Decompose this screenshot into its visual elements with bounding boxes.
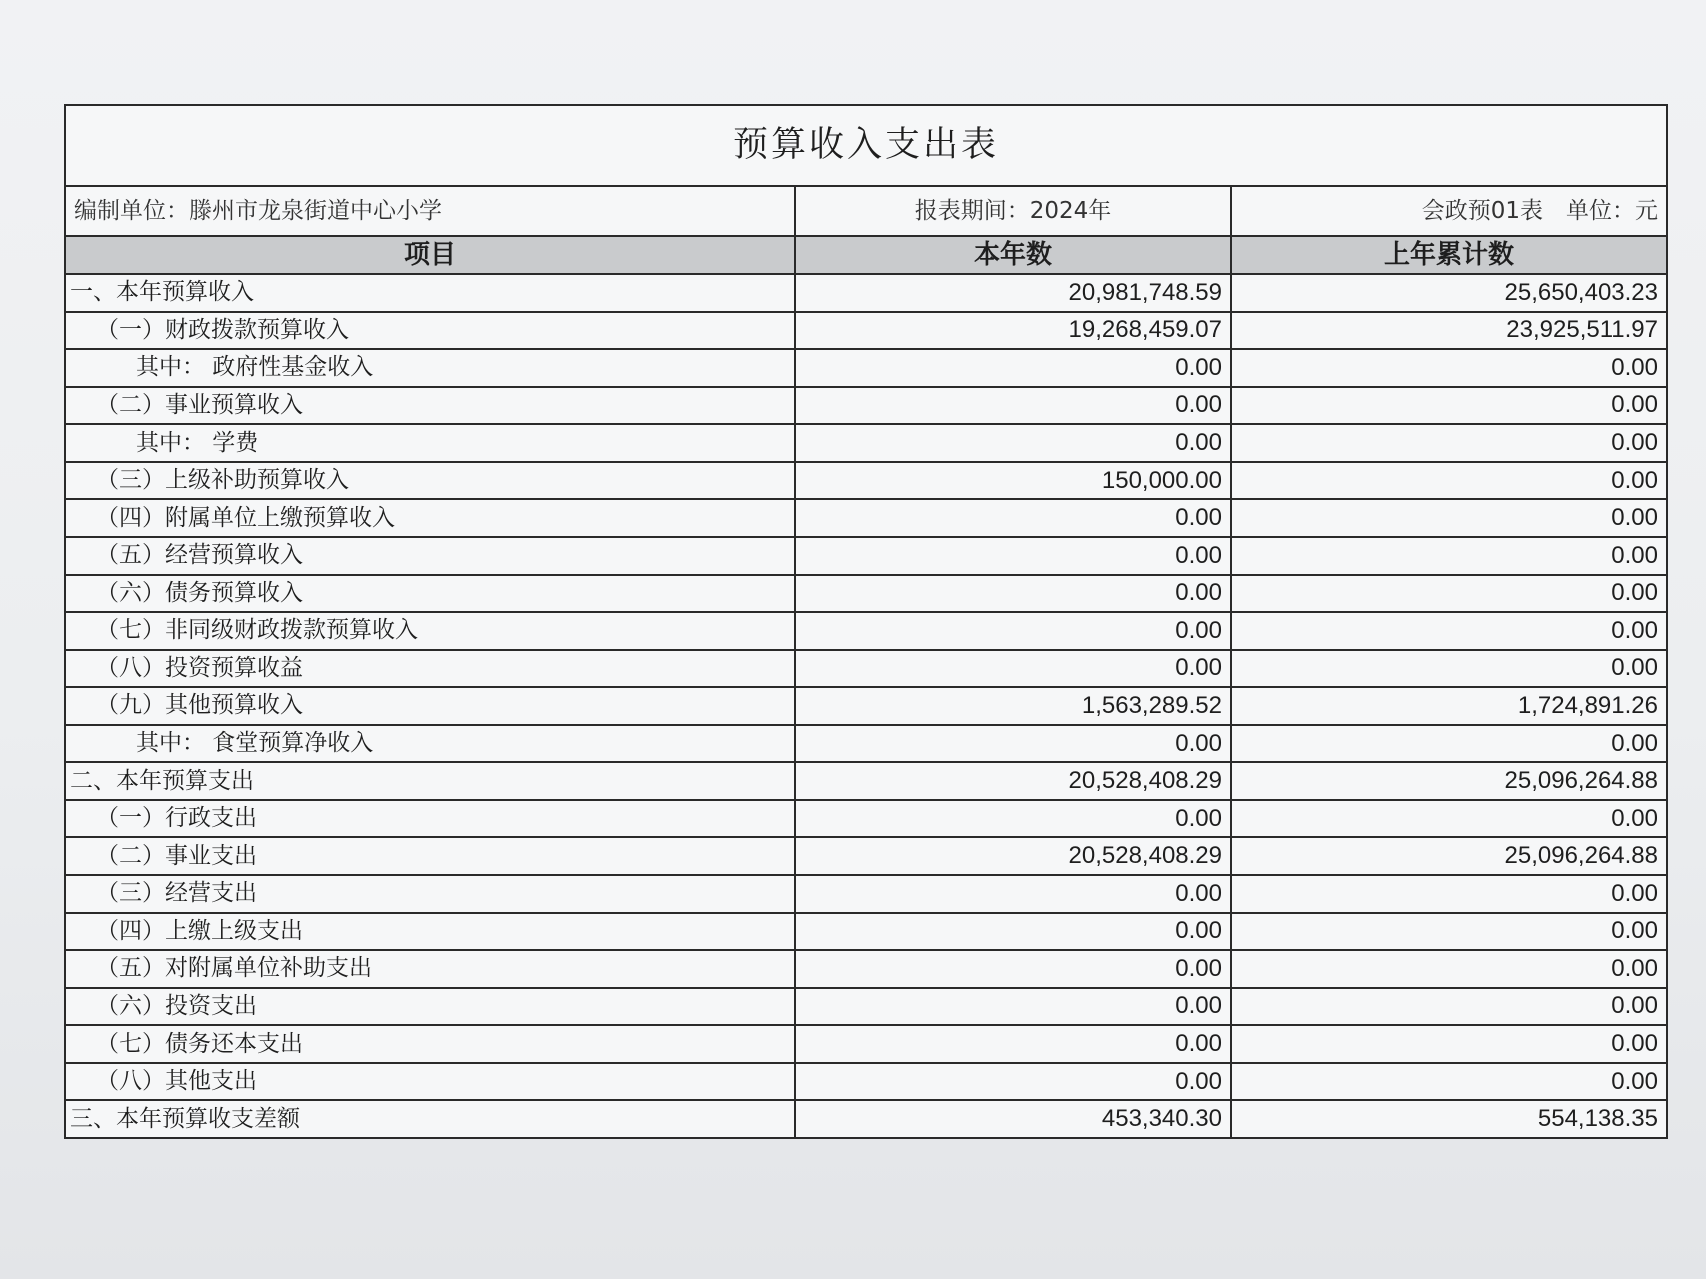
table-row [65,725,1667,763]
row-current-year-value: 20,528,408.29 [795,837,1231,875]
budget-statement-sheet [64,104,1666,1139]
row-current-year-value: 0.00 [795,612,1231,650]
row-item-label: （四）上缴上级支出 [65,913,795,951]
row-prior-cumulative-value: 554,138.35 [1231,1100,1667,1138]
reporting-period: 报表期间：2024年 [795,186,1231,236]
row-item-label: （六）债务预算收入 [65,575,795,613]
row-item-label: （八）投资预算收益 [65,650,795,688]
row-current-year-value: 0.00 [795,1063,1231,1101]
row-item-label: （七）债务还本支出 [65,1025,795,1063]
row-current-year-value: 0.00 [795,1025,1231,1063]
row-prior-cumulative-value: 0.00 [1231,575,1667,613]
row-prior-cumulative-value: 0.00 [1231,800,1667,838]
table-row [65,1100,1667,1138]
row-current-year-value: 0.00 [795,387,1231,425]
row-item-label: （八）其他支出 [65,1063,795,1101]
row-prior-cumulative-value: 0.00 [1231,424,1667,462]
row-item-label: 其中： 学费 [65,424,795,462]
row-current-year-value: 0.00 [795,349,1231,387]
row-item-label: （三）上级补助预算收入 [65,462,795,500]
table-row [65,913,1667,951]
row-item-label: 一、本年预算收入 [65,274,795,312]
row-prior-cumulative-value: 0.00 [1231,725,1667,763]
row-item-label: （二）事业预算收入 [65,387,795,425]
row-prior-cumulative-value: 0.00 [1231,650,1667,688]
table-row [65,762,1667,800]
table-row [65,612,1667,650]
table-row [65,988,1667,1026]
row-current-year-value: 0.00 [795,499,1231,537]
row-current-year-value: 20,981,748.59 [795,274,1231,312]
table-row [65,274,1667,312]
table-row [65,387,1667,425]
row-item-label: 二、本年预算支出 [65,762,795,800]
row-current-year-value: 0.00 [795,988,1231,1026]
row-item-label: （一）财政拨款预算收入 [65,312,795,350]
table-row [65,1025,1667,1063]
row-prior-cumulative-value: 0.00 [1231,875,1667,913]
row-item-label: （五）经营预算收入 [65,537,795,575]
row-current-year-value: 453,340.30 [795,1100,1231,1138]
row-prior-cumulative-value: 0.00 [1231,950,1667,988]
row-prior-cumulative-value: 23,925,511.97 [1231,312,1667,350]
row-prior-cumulative-value: 0.00 [1231,1063,1667,1101]
row-item-label: （七）非同级财政拨款预算收入 [65,612,795,650]
row-prior-cumulative-value: 0.00 [1231,1025,1667,1063]
row-current-year-value: 0.00 [795,650,1231,688]
row-item-label: 其中： 食堂预算净收入 [65,725,795,763]
row-current-year-value: 0.00 [795,725,1231,763]
table-row [65,537,1667,575]
row-prior-cumulative-value: 0.00 [1231,462,1667,500]
row-item-label: 其中： 政府性基金收入 [65,349,795,387]
table-row [65,837,1667,875]
table-row [65,800,1667,838]
row-prior-cumulative-value: 1,724,891.26 [1231,687,1667,725]
table-title: 预算收入支出表 [65,105,1667,186]
row-prior-cumulative-value: 25,096,264.88 [1231,837,1667,875]
row-current-year-value: 0.00 [795,913,1231,951]
row-current-year-value: 150,000.00 [795,462,1231,500]
row-prior-cumulative-value: 0.00 [1231,988,1667,1026]
row-item-label: （四）附属单位上缴预算收入 [65,499,795,537]
table-row [65,687,1667,725]
row-item-label: （二）事业支出 [65,837,795,875]
row-prior-cumulative-value: 25,650,403.23 [1231,274,1667,312]
row-item-label: （九）其他预算收入 [65,687,795,725]
row-current-year-value: 0.00 [795,537,1231,575]
row-item-label: （三）经营支出 [65,875,795,913]
row-item-label: （六）投资支出 [65,988,795,1026]
row-current-year-value: 19,268,459.07 [795,312,1231,350]
table-row [65,875,1667,913]
table-row [65,312,1667,350]
table-row [65,950,1667,988]
column-header-current-year: 本年数 [795,236,1231,274]
row-prior-cumulative-value: 0.00 [1231,349,1667,387]
column-header-prior-cumulative: 上年累计数 [1231,236,1667,274]
table-row [65,462,1667,500]
row-current-year-value: 1,563,289.52 [795,687,1231,725]
table-row [65,349,1667,387]
row-item-label: （五）对附属单位补助支出 [65,950,795,988]
row-prior-cumulative-value: 25,096,264.88 [1231,762,1667,800]
table-row [65,650,1667,688]
column-header-item: 项目 [65,236,795,274]
row-prior-cumulative-value: 0.00 [1231,537,1667,575]
row-current-year-value: 0.00 [795,424,1231,462]
row-item-label: 三、本年预算收支差额 [65,1100,795,1138]
table-row [65,575,1667,613]
table-row [65,499,1667,537]
column-header-row [65,236,1667,274]
reporting-unit: 编制单位：滕州市龙泉街道中心小学 [65,186,795,236]
row-prior-cumulative-value: 0.00 [1231,387,1667,425]
form-code-and-unit: 会政预01表 单位：元 [1231,186,1667,236]
row-current-year-value: 0.00 [795,950,1231,988]
budget-income-expenditure-table [64,104,1668,1139]
table-row [65,1063,1667,1101]
row-current-year-value: 0.00 [795,875,1231,913]
row-current-year-value: 0.00 [795,575,1231,613]
row-prior-cumulative-value: 0.00 [1231,612,1667,650]
row-current-year-value: 20,528,408.29 [795,762,1231,800]
meta-row [65,186,1667,236]
row-item-label: （一）行政支出 [65,800,795,838]
row-prior-cumulative-value: 0.00 [1231,499,1667,537]
row-current-year-value: 0.00 [795,800,1231,838]
table-row [65,424,1667,462]
row-prior-cumulative-value: 0.00 [1231,913,1667,951]
